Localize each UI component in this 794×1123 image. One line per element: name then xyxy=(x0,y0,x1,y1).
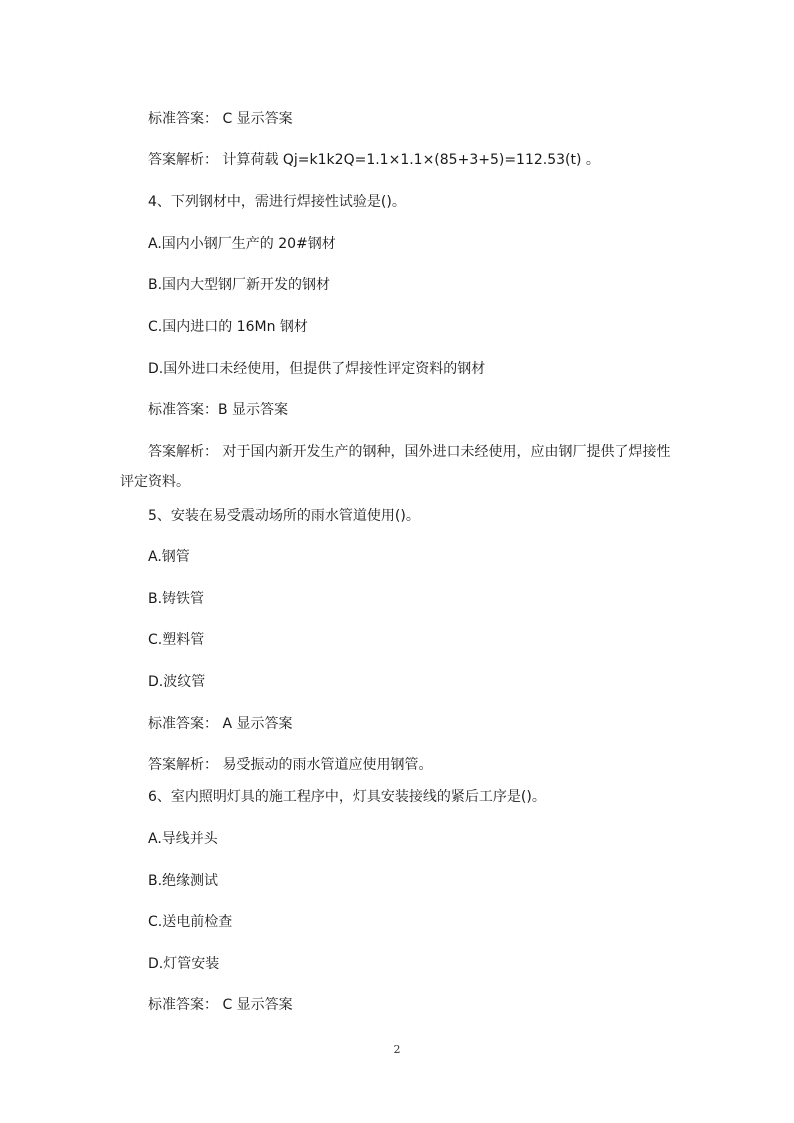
option-d: D.灯管安装 xyxy=(148,956,220,972)
option-a: A.国内小钢厂生产的 20#钢材 xyxy=(148,236,336,252)
option-b: B.国内大型钢厂新开发的钢材 xyxy=(148,277,331,293)
explanation-line: 答案解析： 计算荷载 Qj=k1k2Q=1.1×1.1×(85+3+5)=112.53(t) 。 xyxy=(148,152,600,168)
option-b: B.绝缘测试 xyxy=(148,873,219,889)
option-c: C.国内进口的 16Mn 钢材 xyxy=(148,319,308,335)
option-d: D.国外进口未经使用，但提供了焊接性评定资料的钢材 xyxy=(148,361,486,377)
option-a: A.导线并头 xyxy=(148,831,218,847)
answer-line: 标准答案： A 显示答案 xyxy=(148,716,293,732)
page-number: 2 xyxy=(393,1043,401,1056)
option-b: B.铸铁管 xyxy=(148,591,205,607)
explanation-line: 答案解析： 易受振动的雨水管道应使用钢管。 xyxy=(148,757,433,773)
option-c: C.塑料管 xyxy=(148,632,205,648)
question-6: 6、室内照明灯具的施工程序中，灯具安装接线的紧后工序是()。 xyxy=(148,789,546,805)
question-5: 5、安装在易受震动场所的雨水管道使用()。 xyxy=(148,508,420,524)
question-4: 4、下列钢材中，需进行焊接性试验是()。 xyxy=(148,194,406,210)
option-d: D.波纹管 xyxy=(148,674,206,690)
answer-line: 标准答案： C 显示答案 xyxy=(148,111,293,127)
answer-line: 标准答案：B 显示答案 xyxy=(148,402,289,418)
answer-line: 标准答案： C 显示答案 xyxy=(148,997,293,1013)
option-c: C.送电前检查 xyxy=(148,914,233,930)
explanation-line: 答案解析： 对于国内新开发生产的钢种，国外进口未经使用，应由钢厂提供了焊接性评定资料。 xyxy=(120,444,671,490)
option-a: A.钢管 xyxy=(148,549,190,565)
